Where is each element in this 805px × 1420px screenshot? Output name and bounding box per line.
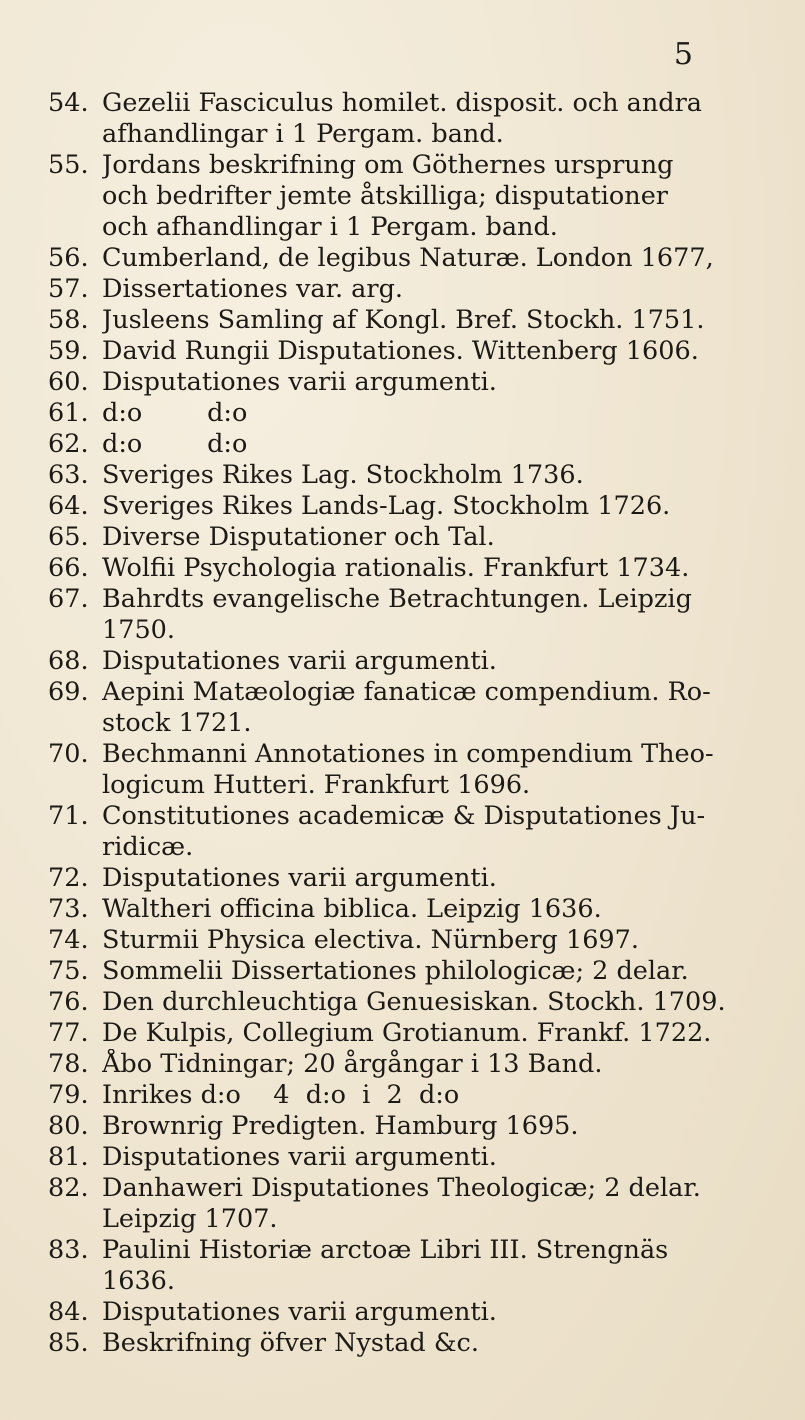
entry-line: Leipzig 1707. — [102, 1204, 278, 1234]
entry-line: David Rungii Disputationes. Wittenberg 1606. — [102, 336, 699, 366]
entry-number: 62. — [48, 429, 89, 459]
catalog-entry — [48, 1080, 703, 1111]
entry-text — [102, 553, 703, 584]
catalog-entry — [48, 150, 703, 243]
entry-text — [102, 243, 714, 274]
entry-line: 1636. — [102, 1266, 176, 1296]
entry-text — [102, 646, 703, 677]
entry-number: 55. — [48, 150, 89, 180]
entry-text — [102, 1142, 703, 1173]
entry-line: Dissertationes var. arg. — [102, 274, 403, 304]
entry-text — [102, 1328, 703, 1359]
entry-line: Diverse Disputationer och Tal. — [102, 522, 495, 552]
entry-line: afhandlingar i 1 Pergam. band. — [102, 119, 504, 149]
entry-text — [102, 522, 703, 553]
entry-line: och afhandlingar i 1 Pergam. band. — [102, 212, 558, 242]
entry-number: 84. — [48, 1297, 89, 1327]
entry-text — [102, 460, 703, 491]
entry-number: 64. — [48, 491, 89, 521]
entry-number: 54. — [48, 88, 89, 118]
catalog-entry — [48, 646, 703, 677]
entry-number: 65. — [48, 522, 89, 552]
entry-number: 74. — [48, 925, 89, 955]
entry-text — [102, 956, 703, 987]
entry-line: Sturmii Physica electiva. Nürnberg 1697. — [102, 925, 639, 955]
catalog-entry — [48, 1142, 703, 1173]
entry-text — [102, 925, 703, 956]
entry-line: d:o d:o — [102, 398, 248, 428]
entry-number: 69. — [48, 677, 89, 707]
entry-number: 63. — [48, 460, 89, 490]
catalog-entry — [48, 522, 703, 553]
entry-number: 79. — [48, 1080, 89, 1110]
entry-text — [102, 398, 703, 429]
catalog-entry — [48, 584, 703, 646]
catalog-entry — [48, 243, 714, 274]
entry-text — [102, 429, 703, 460]
entry-line: och bedrifter jemte åtskilliga; disputationer — [102, 181, 668, 211]
entry-number: 80. — [48, 1111, 89, 1141]
catalog-entry — [48, 398, 703, 429]
catalog-entry — [48, 894, 703, 925]
catalog-entry — [48, 460, 703, 491]
entry-text — [102, 739, 714, 801]
entry-line: Sveriges Rikes Lands-Lag. Stockholm 1726. — [102, 491, 671, 521]
entry-line: Disputationes varii argumenti. — [102, 1142, 497, 1172]
entry-text — [102, 1049, 703, 1080]
entry-number: 73. — [48, 894, 89, 924]
entry-number: 75. — [48, 956, 89, 986]
catalog-entry — [48, 1297, 703, 1328]
entry-number: 57. — [48, 274, 89, 304]
catalog-entry — [48, 1049, 703, 1080]
entry-text — [102, 894, 703, 925]
entry-number: 60. — [48, 367, 89, 397]
entry-number: 70. — [48, 739, 89, 769]
entry-line: Åbo Tidningar; 20 årgångar i 13 Band. — [102, 1049, 603, 1079]
entry-number: 72. — [48, 863, 89, 893]
entry-text — [102, 677, 711, 739]
entry-line: d:o d:o — [102, 429, 248, 459]
entry-text — [102, 150, 703, 243]
entry-number: 68. — [48, 646, 89, 676]
entry-line: Cumberland, de legibus Naturæ. London 1677, — [102, 243, 714, 273]
catalog-entry — [48, 1328, 703, 1359]
page-number: 5 — [673, 37, 693, 72]
catalog-entry — [48, 1111, 703, 1142]
catalog-entry — [48, 1235, 703, 1297]
entry-line: Gezelii Fasciculus homilet. disposit. och andra — [102, 88, 702, 118]
catalog-entry — [48, 305, 703, 336]
catalog-entry — [48, 677, 711, 739]
entry-line: stock 1721. — [102, 708, 252, 738]
entry-line: Den durchleuchtiga Genuesiskan. Stockh. 1709. — [102, 987, 726, 1017]
entry-text — [102, 801, 705, 863]
entry-text — [102, 987, 726, 1018]
catalog-entry — [48, 1018, 712, 1049]
entry-text — [102, 491, 703, 522]
entry-line: Inrikes d:o 4 d:o i 2 d:o — [102, 1080, 460, 1110]
entry-number: 76. — [48, 987, 89, 1017]
catalog-entry — [48, 801, 706, 863]
entry-line: De Kulpis, Collegium Grotianum. Frankf. 1722. — [102, 1018, 712, 1048]
entry-line: Bahrdts evangelische Betrachtungen. Leipzig — [102, 584, 692, 614]
catalog-entry — [48, 553, 703, 584]
catalog-entry — [48, 491, 703, 522]
entry-text — [102, 863, 703, 894]
entry-number: 59. — [48, 336, 89, 366]
entry-line: Paulini Historiæ arctoæ Libri III. Strengnäs — [102, 1235, 669, 1265]
entry-line: Sveriges Rikes Lag. Stockholm 1736. — [102, 460, 584, 490]
catalog-entries — [48, 88, 726, 1359]
entry-number: 81. — [48, 1142, 89, 1172]
entry-text — [102, 88, 703, 150]
entry-number: 77. — [48, 1018, 89, 1048]
catalog-entry — [48, 429, 703, 460]
entry-line: Wolfii Psychologia rationalis. Frankfurt 1734. — [102, 553, 690, 583]
entry-line: ridicæ. — [102, 832, 194, 862]
catalog-entry — [48, 956, 703, 987]
catalog-entry — [48, 1173, 703, 1235]
entry-line: Disputationes varii argumenti. — [102, 1297, 497, 1327]
entry-line: Bechmanni Annotationes in compendium Theo- — [102, 739, 714, 769]
entry-text — [102, 367, 703, 398]
entry-text — [102, 1080, 703, 1111]
entry-line: Waltheri officina biblica. Leipzig 1636. — [102, 894, 602, 924]
catalog-entry — [48, 739, 714, 801]
entry-text — [102, 336, 703, 367]
entry-line: Disputationes varii argumenti. — [102, 863, 497, 893]
entry-text — [102, 305, 704, 336]
entry-text — [102, 584, 703, 646]
entry-number: 66. — [48, 553, 89, 583]
entry-text — [102, 274, 703, 305]
entry-number: 56. — [48, 243, 89, 273]
entry-line: Jusleens Samling af Kongl. Bref. Stockh. 1751. — [102, 305, 705, 335]
entry-line: logicum Hutteri. Frankfurt 1696. — [102, 770, 531, 800]
entry-text — [102, 1018, 711, 1049]
entry-line: Brownrig Predigten. Hamburg 1695. — [102, 1111, 579, 1141]
entry-number: 85. — [48, 1328, 89, 1358]
entry-text — [102, 1235, 703, 1297]
catalog-entry — [48, 274, 703, 305]
entry-line: Sommelii Dissertationes philologicæ; 2 delar. — [102, 956, 689, 986]
catalog-entry — [48, 987, 726, 1018]
entry-line: 1750. — [102, 615, 176, 645]
catalog-entry — [48, 88, 703, 150]
entry-number: 78. — [48, 1049, 89, 1079]
entry-number: 71. — [48, 801, 89, 831]
entry-line: Danhaweri Disputationes Theologicæ; 2 delar. — [102, 1173, 701, 1203]
entry-text — [102, 1297, 703, 1328]
entry-line: Aepini Matæologiæ fanaticæ compendium. Ro- — [102, 677, 711, 707]
catalog-entry — [48, 367, 703, 398]
entry-line: Beskrifning öfver Nystad &c. — [102, 1328, 479, 1358]
entry-text — [102, 1111, 703, 1142]
entry-line: Disputationes varii argumenti. — [102, 367, 497, 397]
entry-number: 83. — [48, 1235, 89, 1265]
entry-text — [102, 1173, 703, 1235]
entry-number: 67. — [48, 584, 89, 614]
catalog-entry — [48, 863, 703, 894]
catalog-entry — [48, 336, 703, 367]
entry-line: Jordans beskrifning om Göthernes ursprung — [102, 150, 674, 180]
catalog-entry — [48, 925, 703, 956]
entry-number: 61. — [48, 398, 89, 428]
entry-number: 82. — [48, 1173, 89, 1203]
entry-number: 58. — [48, 305, 89, 335]
entry-line: Disputationes varii argumenti. — [102, 646, 497, 676]
entry-line: Constitutiones academicæ & Disputationes Ju- — [102, 801, 706, 831]
